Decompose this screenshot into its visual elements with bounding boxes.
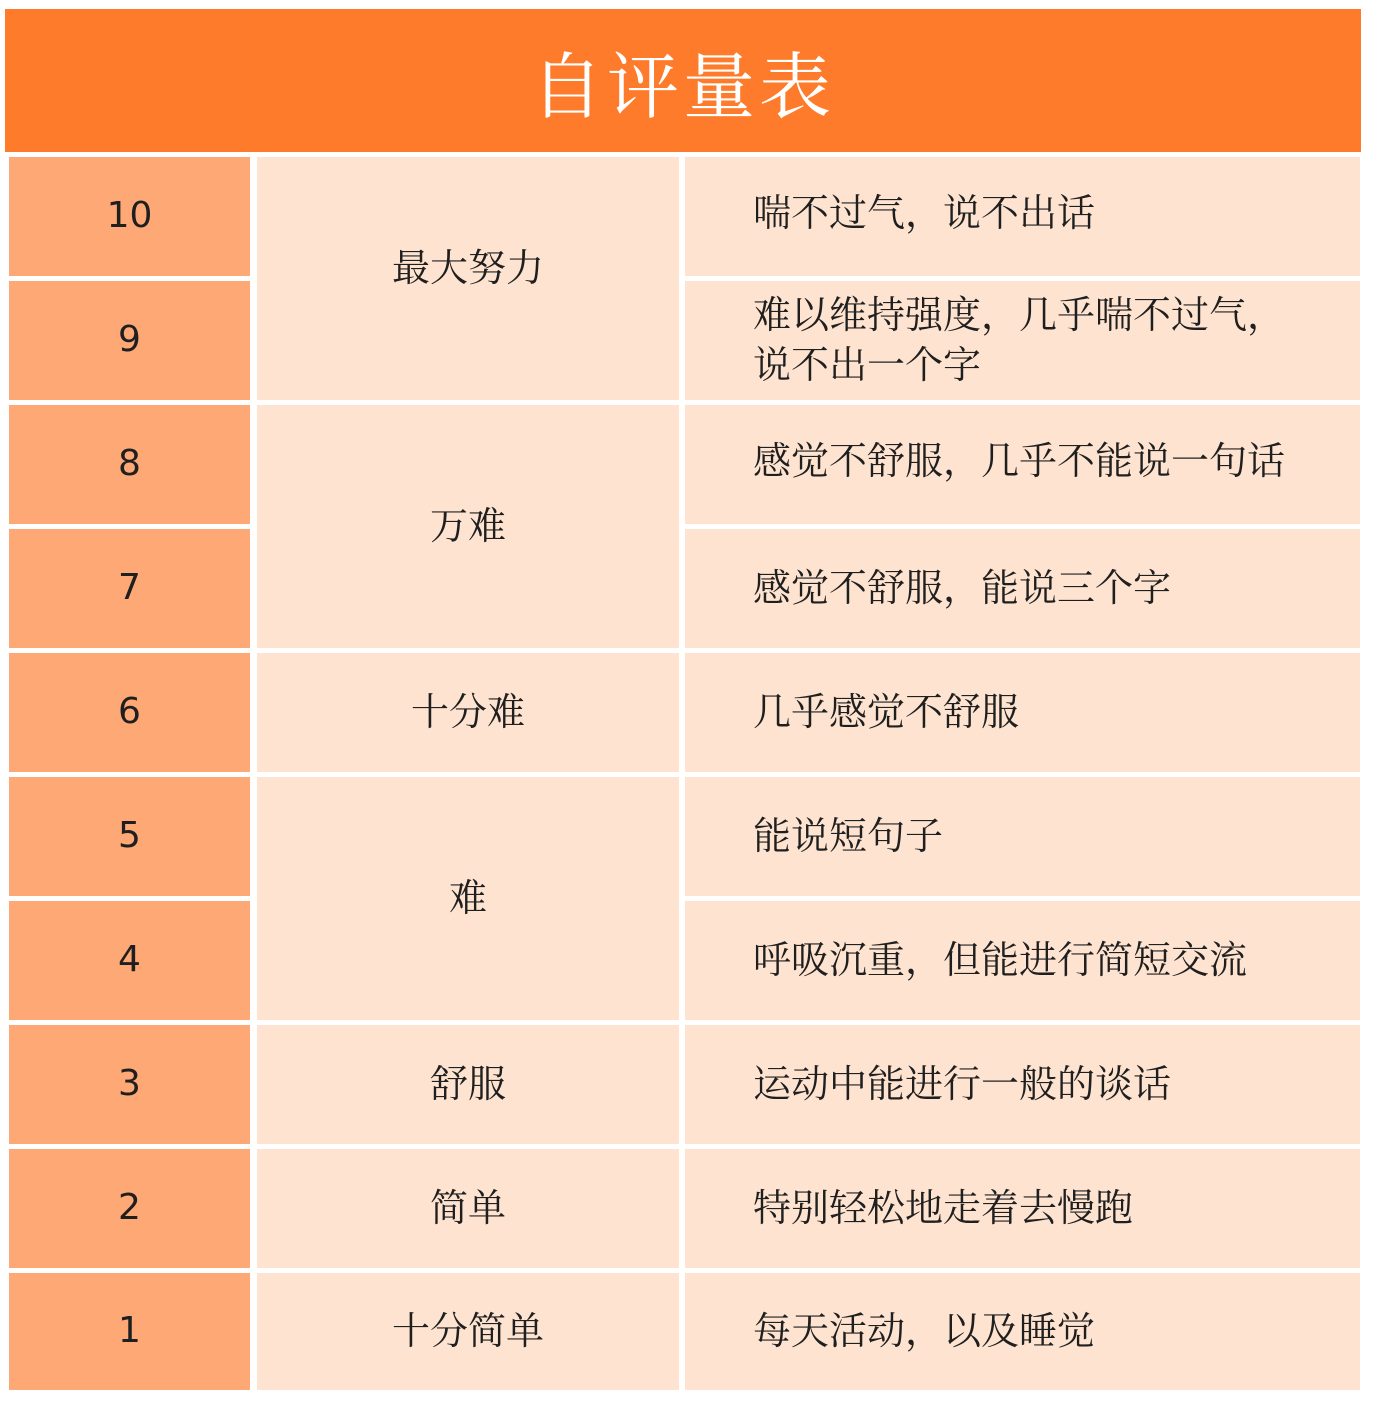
description-cell-7 — [685, 529, 1360, 648]
score-cell-6: 6 — [9, 653, 250, 772]
level-cell-quite-hard: 十分难 — [257, 653, 679, 772]
description-cell-9 — [685, 281, 1360, 400]
description-cell-6 — [685, 653, 1360, 772]
level-cell-hard: 难 — [257, 777, 679, 1020]
description-text: 感觉不舒服，几乎不能说一句话 — [753, 438, 1286, 483]
description-text: 难以维持强度，几乎喘不过气，说不出一个字 — [753, 293, 1286, 387]
description-cell-2 — [685, 1149, 1360, 1268]
score-cell-5: 5 — [9, 777, 250, 896]
level-cell-comfortable: 舒服 — [257, 1025, 679, 1144]
score-cell-9: 9 — [9, 281, 250, 400]
score-cell-10: 10 — [9, 157, 250, 276]
description-text: 能说短句子 — [753, 813, 944, 858]
description-text: 几乎感觉不舒服 — [753, 689, 1020, 734]
description-text: 每天活动，以及睡觉 — [753, 1308, 1096, 1353]
description-cell-8 — [685, 405, 1360, 524]
score-cell-4: 4 — [9, 901, 250, 1020]
description-text: 运动中能进行一般的谈话 — [753, 1061, 1172, 1106]
level-cell-very-hard: 万难 — [257, 405, 679, 648]
score-cell-7: 7 — [9, 529, 250, 648]
score-cell-2: 2 — [9, 1149, 250, 1268]
description-cell-3 — [685, 1025, 1360, 1144]
description-cell-4 — [685, 901, 1360, 1020]
level-cell-easy: 简单 — [257, 1149, 679, 1268]
level-cell-very-easy: 十分简单 — [257, 1273, 679, 1390]
score-cell-3: 3 — [9, 1025, 250, 1144]
scale-title: 自评量表 — [5, 9, 1361, 152]
description-text: 呼吸沉重，但能进行简短交流 — [753, 937, 1248, 982]
description-cell-10 — [685, 157, 1360, 276]
score-cell-1: 1 — [9, 1273, 250, 1390]
description-text: 喘不过气，说不出话 — [753, 190, 1096, 235]
level-cell-max-effort: 最大努力 — [257, 157, 679, 400]
description-cell-1 — [685, 1273, 1360, 1390]
description-text: 特别轻松地走着去慢跑 — [753, 1185, 1134, 1230]
score-cell-8: 8 — [9, 405, 250, 524]
description-cell-5 — [685, 777, 1360, 896]
description-text: 感觉不舒服，能说三个字 — [753, 565, 1172, 610]
